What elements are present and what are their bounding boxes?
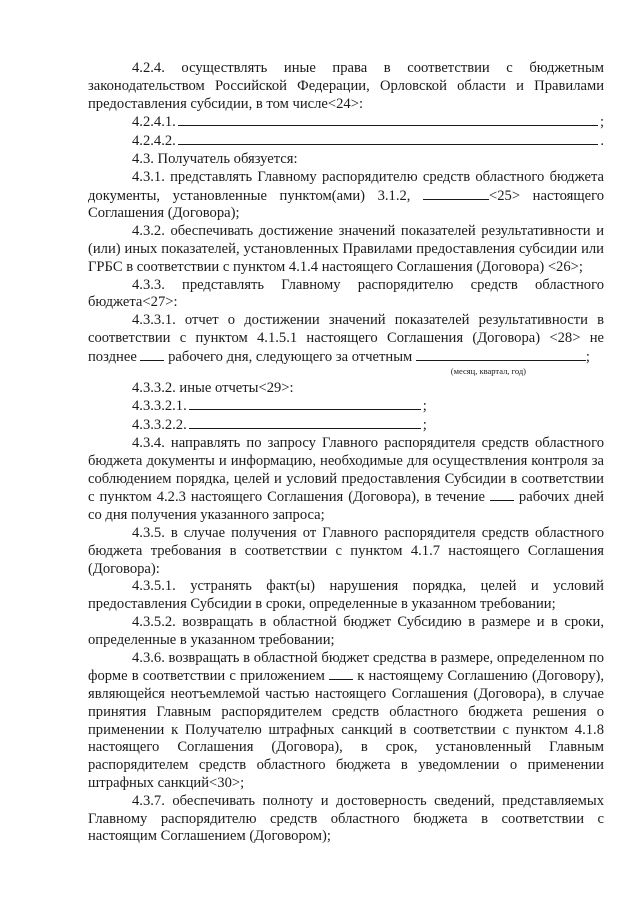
blank-line <box>423 187 489 200</box>
period-hint: (месяц, квартал, год) <box>450 365 526 376</box>
clause-end: ; <box>585 348 590 365</box>
clause-number: 4.3.3.2.1. <box>132 398 187 415</box>
clause-text: <25> настоящего Соглашения (Договора); <box>88 187 604 222</box>
clause-4-3-3-1 <box>88 312 604 366</box>
clause-end: ; <box>422 417 427 434</box>
clause-4-3-5-2: 4.3.5.2. возвращать в областной бюджет Субсидию в размере и в сроки, определенные в указанном требовании; <box>88 613 604 648</box>
clause-4-3-3-2-1 <box>88 397 604 416</box>
blank-line <box>189 397 421 410</box>
clause-number: 4.2.4.1. <box>132 114 176 131</box>
blank-line <box>178 113 598 126</box>
clause-4-3-6 <box>88 650 604 793</box>
clause-4-3: 4.3. Получатель обязуется: <box>132 150 298 167</box>
clause-text: рабочих дней со дня получения указанного запроса; <box>88 489 604 524</box>
clause-4-3-3: 4.3.3. представлять Главному распорядителю средств областного бюджета<27>: <box>88 276 604 311</box>
clause-number: 4.3.3.2.2. <box>132 417 187 434</box>
blank-line <box>490 488 514 501</box>
clause-4-3-3-2: 4.3.3.2. иные отчеты<29>: <box>132 379 294 396</box>
clause-4-3-7: 4.3.7. обеспечивать полноту и достоверность сведений, представляемых Главному распорядителю средств областного бюджета в соответствии с настоящим Соглашением (Договором); <box>88 792 604 845</box>
clause-4-3-1 <box>88 169 604 223</box>
blank-line <box>416 348 586 361</box>
clause-text: 4.3.3.1. отчет о достижении значений показателей результативности в соответствии с пунктом 4.1.5.1 настоящего Соглашения (Договора) <28> не позднее <box>88 312 604 365</box>
clause-4-2-4: 4.2.4. осуществлять иные права в соответствии с бюджетным законодательством Российской Федерации, Орловской области и Правилами предоставления субсидии, в том числе<24>: <box>88 60 604 112</box>
clause-text: к настоящему Соглашению (Договору), являющейся неотъемлемой частью настоящего Соглашения (Договора), в случае принятия Главным распорядителем средств областного бюджета решения о применении к Получателю штрафных санкций в соответствии с пунктом 4.1.8 настоящего Соглашения (Договора), в срок, установленный Главным распорядителем средств областного бюджета в уведомлении о применении штрафных санкций<30>; <box>88 668 605 792</box>
blank-line <box>329 667 353 680</box>
clause-4-2-4-2 <box>88 132 604 151</box>
blank-line <box>189 416 421 429</box>
blank-line <box>178 132 599 145</box>
clause-text: 4.3.6. возвращать в областной бюджет средства в размере, определенном по форме в соответствии с приложением <box>88 649 604 685</box>
clause-text: рабочего дня, следующего за отчетным <box>168 348 413 365</box>
clause-end: ; <box>599 114 604 131</box>
clause-4-3-5: 4.3.5. в случае получения от Главного распорядителя средств областного бюджета требования в соответствии с пунктом 4.1.7 настоящего Соглашения (Договора): <box>88 524 604 577</box>
blank-line <box>140 348 164 361</box>
clause-4-3-4 <box>88 435 604 525</box>
clause-text: 4.3.4. направлять по запросу Главного распорядителя средств областного бюджета документы и информацию, необходимые для осуществления контроля за соблюдением порядка, целей и условий предоставления Субсидии в соответствии с пунктом 4.2.3 настоящего Соглашения (Договора), в течение <box>88 434 604 506</box>
clause-end: ; <box>422 398 427 415</box>
clause-end: . <box>600 133 604 150</box>
clause-4-3-2: 4.3.2. обеспечивать достижение значений показателей результативности и (или) иных показателей, установленных Правилами предоставления субсидии или ГРБС в соответствии с пунктом 4.1.4 настоящего Соглашения (Договора) <26>; <box>88 223 604 275</box>
clause-text: 4.3.1. представлять Главному распорядителю средств областного бюджета документы, установленные пунктом(ами) 3.1.2, <box>88 168 604 204</box>
clause-number: 4.2.4.2. <box>132 133 176 150</box>
clause-4-2-4-1 <box>88 113 604 132</box>
clause-4-3-3-2-2 <box>88 416 604 435</box>
clause-4-3-5-1: 4.3.5.1. устранять факт(ы) нарушения порядка, целей и условий предоставления Субсидии в сроки, определенные в указанном требовании; <box>88 578 604 613</box>
